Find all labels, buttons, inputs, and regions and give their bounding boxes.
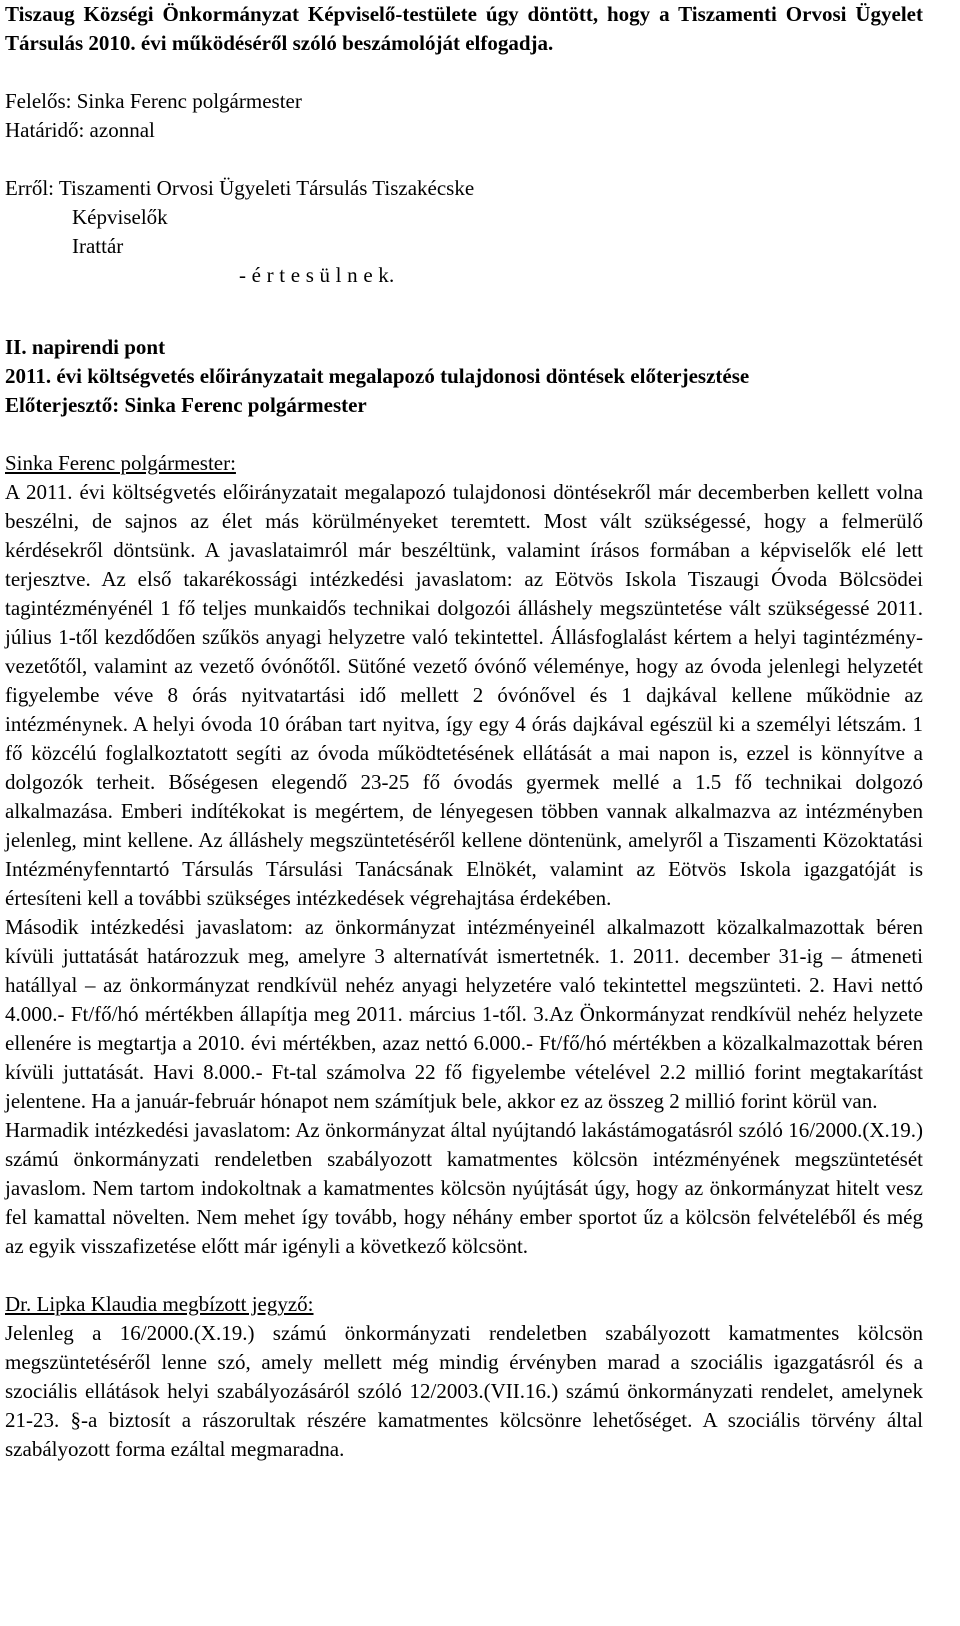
spacer [5,420,923,449]
speaker-mayor-paragraph-2: Második intézkedési javaslatom: az önkormányzat intézményeinél alkalmazott közalkalmazottak béren kívüli juttatását határozzuk meg, amelyre 3 alternatívát ismertetnék. 1. 2011. december 31-ig – átmeneti hatállyal – az önkormányzat rendkívül nehéz anyagi helyzetére való tekintettel megszünteti. 2. Havi nettó 4.000.- Ft/fő/hó mértékben állapítja meg 2011. március 1-től. 3.Az Önkormányzat rendkívül nehéz helyzete ellenére is megtartja a 2010. évi mértékben, azaz nettó 6.000.- Ft/fő/hó mértékben a közalkalmazottak béren kívüli juttatását. Havi 8.000.- Ft-tal számolva 22 fő figyelembe vételével 2.2 millió forint megtakarítást jelentene. Ha a január-február hónapot nem számítjuk bele, akkor ez az összeg 2 millió forint körül van. [5,915,923,1113]
resolution-text: Tiszaug Községi Önkormányzat Képviselő-testülete úgy döntött, hogy a Tiszamenti Orvosi Ügyelet Társulás 2010. évi működéséről szóló beszámolóját elfogadja. [5,2,923,55]
notify-line: Erről: Tiszamenti Orvosi Ügyeleti Társulás Tiszakécske [5,176,475,200]
document-page [5,0,923,1464]
spacer [5,290,923,319]
speaker-name-mayor: Sinka Ferenc polgármester: [5,451,236,475]
speaker-name-notary: Dr. Lipka Klaudia megbízott jegyző: [5,1292,314,1316]
spacer [5,319,923,333]
spacer [5,1261,923,1290]
notify-closing: - é r t e s ü l n e k. [239,263,395,287]
agenda-heading: II. napirendi pont [5,335,166,359]
notify-recipient-representatives: Képviselők [72,205,168,229]
notify-recipient-archive: Irattár [72,234,124,258]
speaker-notary-paragraph-1: Jelenleg a 16/2000.(X.19.) számú önkormányzati rendeletben szabályozott kamatmentes kölcsön megszüntetéséről lenne szó, amely mellett még mindig érvényben marad a szociális igazgatásról és a szociális ellátások helyi szabályozásáról szóló 12/2003.(VII.16.) számú önkormányzati rendelet, amelynek 21-23. §-a biztosít a rászorultak részére kamatmentes kölcsönre lehetőséget. A szociális törvény által szabályozott forma ezáltal megmaradna. [5,1321,923,1461]
spacer [5,145,923,174]
speaker-mayor-paragraph-1: A 2011. évi költségvetés előirányzatait megalapozó tulajdonosi döntésekről már decemberben kellett volna beszélni, de sajnos az élet más körülményeket teremtett. Most vált szükségessé, hogy a felmerülő kérdésekről döntsünk. A javaslataimról már beszéltünk, valamint írásos formában a képviselők elé lett terjesztve. Az első takarékossági intézkedési javaslatom: az Eötvös Iskola Tiszaugi Óvoda Bölcsödei tagintézményénél 1 fő teljes munkaidős technikai dolgozói álláshely megszüntetése vált szükségessé 2011. július 1-től kezdődően szűkös anyagi helyzetre való tekintettel. Állásfoglalást kértem a helyi tagintézmény-vezetőtől, valamint az vezető óvónőtől. Sütőné vezető óvónő véleménye, hogy az óvoda jelenlegi helyzetét figyelembe véve 8 órás nyitvatartási idő mellett 2 óvónővel és 1 dajkával kellene működnie az intézménynek. A helyi óvoda 10 órában tart nyitva, így egy 4 órás dajkával egészül ki a személyi létszám. 1 fő közcélú foglalkoztatott segíti az óvoda működtetésének ellátását a mai napon is, ezzel is könnyítve a dolgozók terheit. Bőségesen elegendő 23-25 fő óvodás gyermek mellé a 1.5 fő technikai dolgozó alkalmazása. Emberi indítékokat is megértem, de lényegesen többen vannak alkalmazva az intézményben jelenleg, mint kellene. Az álláshely megszüntetéséről kellene döntenünk, amelyről a Tiszamenti Közoktatási Intézményfenntartó Társulás Társulási Tanácsának Elnökét, valamint az Eötvös Iskola igazgatóját is értesíteni kell a további szükséges intézkedések végrehajtása érdekében. [5,480,923,910]
agenda-presenter: Előterjesztő: Sinka Ferenc polgármester [5,393,367,417]
agenda-title: 2011. évi költségvetés előirányzatait megalapozó tulajdonosi döntések előterjesztése [5,364,750,388]
deadline-line: Határidő: azonnal [5,118,155,142]
spacer [5,58,923,87]
responsible-line: Felelős: Sinka Ferenc polgármester [5,89,302,113]
speaker-mayor-paragraph-3: Harmadik intézkedési javaslatom: Az önkormányzat által nyújtandó lakástámogatásról szóló 16/2000.(X.19.) számú önkormányzati rendeletben szabályozott kamatmentes kölcsön intézményének megszüntetését javaslom. Nem tartom indokoltnak a kamatmentes kölcsön nyújtását úgy, hogy az önkormányzat hitelt vesz fel kamattal növelten. Nem mehet így tovább, hogy néhány ember sportot űz a kölcsön felvételéből és még az egyik visszafizetése előtt már igényli a következő kölcsönt. [5,1118,923,1258]
